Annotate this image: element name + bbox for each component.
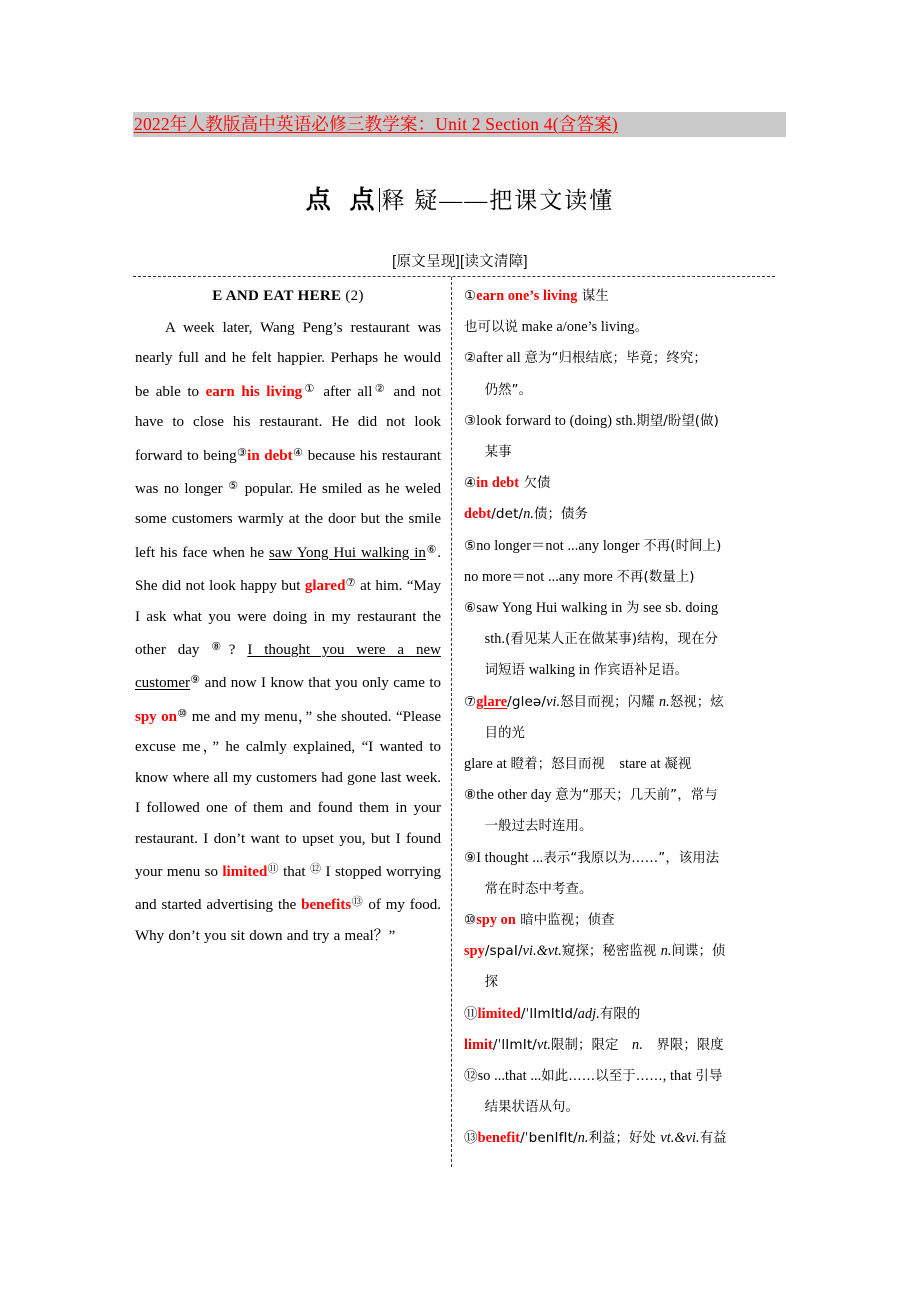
section-heading xyxy=(0,180,920,216)
note-marker: ⑧ xyxy=(211,640,229,654)
passage-column xyxy=(133,277,451,1167)
note-phonetic: /gleə/ xyxy=(507,693,547,710)
note-text: walking in xyxy=(525,662,594,679)
passage-text: me and my menu，” she shouted. “Please excuse me，” he calmly explained, “I wanted to know where all my customers had gone last week. I followed one of them and found them in your restaurant. I don’t want to upset you, but I found your menu so xyxy=(135,708,441,880)
note-line xyxy=(464,749,773,780)
reading-table xyxy=(133,276,775,1167)
note-text: after all xyxy=(476,350,525,367)
note-chinese-text: 意为“归根结底；毕竟；终究； xyxy=(524,351,707,367)
passage-text: and not have to close his restaurant. He did not look forward to being xyxy=(135,383,441,464)
note-chinese-text: 作宾语补足语。 xyxy=(593,663,689,679)
note-chinese-text: 瞪着；怒目而视 xyxy=(510,757,606,773)
note-number-icon: ④ xyxy=(464,475,477,492)
note-line xyxy=(464,406,773,437)
note-marker: ⑥ xyxy=(425,542,438,556)
note-chinese-text: 间谍；侦 xyxy=(671,944,726,960)
note-text: make a/one’s living xyxy=(517,319,635,336)
note-marker: ⑬ xyxy=(351,895,364,909)
notes-column xyxy=(452,277,775,1167)
note-line xyxy=(464,936,773,967)
note-text: look forward to (doing) sth. xyxy=(476,412,637,429)
note-keyword: spy on xyxy=(476,912,516,929)
note-line xyxy=(464,593,773,624)
note-part-of-speech: n. xyxy=(632,1036,643,1053)
section-heading-rest: 释 疑——把课文读懂 xyxy=(381,188,615,213)
passage-title-number: (2) xyxy=(345,288,364,304)
passage-title xyxy=(135,281,441,311)
note-chinese-text: 引导 xyxy=(695,1069,723,1085)
note-chinese-text: 有限的 xyxy=(599,1006,641,1022)
note-text: no more＝not ...any more xyxy=(464,568,617,585)
note-marker: ③ xyxy=(236,445,248,459)
note-chinese-text: 为 xyxy=(626,601,640,617)
note-part-of-speech: vi.&vt. xyxy=(522,943,562,960)
note-keyword: debt xyxy=(464,506,492,523)
note-chinese-text: 期望/盼望(做) xyxy=(636,413,719,429)
note-text: so ...that ... xyxy=(477,1068,542,1085)
note-chinese-text: 谋生 xyxy=(577,289,609,304)
note-marker: ④ xyxy=(292,445,304,459)
note-chinese-text: 凝视 xyxy=(664,757,692,773)
passage-keyword: benefits xyxy=(301,897,352,914)
note-text: saw Yong Hui walking in xyxy=(476,600,627,617)
passage-text: I stopped worrying and started advertising the xyxy=(135,863,441,914)
passage-text: ? xyxy=(228,642,248,659)
note-chinese-text: 目的光 xyxy=(484,725,526,741)
passage-text: because his restaurant was no longer xyxy=(135,447,441,498)
passage-keyword: limited xyxy=(222,863,268,880)
note-line xyxy=(464,437,773,468)
note-marker: ⑦ xyxy=(345,576,356,590)
passage-text: of my food. Why don’t you sit down and try a meal？” xyxy=(135,897,441,944)
note-number-icon: ① xyxy=(464,288,477,304)
note-chinese-text: 常在时态中考查。 xyxy=(484,881,593,897)
note-marker: ⑤ xyxy=(228,479,240,493)
note-number-icon: ⑪ xyxy=(464,1005,478,1022)
passage-keyword: glared xyxy=(304,578,346,595)
note-line xyxy=(464,780,773,811)
note-chinese-text: 怒视；炫 xyxy=(669,694,724,710)
note-line xyxy=(464,905,773,936)
note-line xyxy=(464,343,773,374)
passage-keyword: in debt xyxy=(247,447,293,464)
note-chinese-text: 仍然”。 xyxy=(484,382,533,398)
note-line xyxy=(464,655,773,686)
note-number-icon: ② xyxy=(464,350,477,367)
note-chinese-text: 怒目而视；闪耀 xyxy=(560,694,659,710)
note-chinese-text: 。 xyxy=(634,320,649,336)
note-text: glare at xyxy=(464,756,511,773)
note-phonetic: /det/ xyxy=(491,506,524,523)
note-line xyxy=(464,1030,773,1061)
passage-text: after all xyxy=(316,383,373,400)
note-line xyxy=(464,843,773,874)
column-labels: [原文呈现][读文清障] xyxy=(392,254,528,270)
note-marker: ⑩ xyxy=(177,706,188,720)
note-text: no longer＝not ...any longer xyxy=(476,537,644,554)
note-chinese-text: 暗中监视；侦查 xyxy=(515,913,615,929)
note-text: sth. xyxy=(484,631,506,648)
note-text: I thought ... xyxy=(476,849,544,866)
note-chinese-text: 某事 xyxy=(484,445,512,461)
note-chinese-text: 一般过去时连用。 xyxy=(484,819,593,835)
note-chinese-text: 限制；限定 xyxy=(551,1037,632,1053)
note-line xyxy=(464,874,773,905)
note-line xyxy=(464,999,773,1030)
document-title-bar xyxy=(133,112,786,137)
passage-keyword: spy on xyxy=(135,708,177,725)
note-line xyxy=(464,718,773,749)
passage-text: popular. He smiled as he weled some customers warmly at the door but the smile left his face when he xyxy=(135,481,441,561)
passage-body xyxy=(135,313,441,951)
note-part-of-speech: n. xyxy=(523,506,535,523)
note-line xyxy=(464,281,773,312)
note-chinese-text: 不再(时间上) xyxy=(643,538,722,554)
note-part-of-speech: vi. xyxy=(546,693,561,710)
passage-text: that xyxy=(278,863,310,880)
note-line xyxy=(464,531,773,562)
note-chinese-text: 如此……以至于…… xyxy=(541,1069,663,1085)
note-number-icon: ⑧ xyxy=(464,787,477,804)
note-line xyxy=(464,624,773,655)
note-phonetic: /spaI/ xyxy=(484,943,523,960)
note-phonetic: /ˈbenIfIt/ xyxy=(520,1130,578,1147)
note-marker: ① xyxy=(302,381,317,395)
note-marker: ⑪ xyxy=(267,861,279,875)
page-title: 2022年人教版高中英语必修三教学案：Unit 2 Section 4(含答案) xyxy=(133,112,786,137)
note-phonetic: /ˈlImItId/ xyxy=(520,1005,578,1022)
note-number-icon: ⑬ xyxy=(464,1130,478,1147)
note-part-of-speech: n. xyxy=(660,943,672,960)
note-chinese-text: 也可以说 xyxy=(464,320,518,336)
note-text: , that xyxy=(662,1068,696,1085)
passage-text: and now I know that you only came to xyxy=(200,675,441,692)
note-line xyxy=(464,1061,773,1092)
passage-text: . She did not look happy but xyxy=(135,544,441,595)
note-line xyxy=(464,687,773,718)
note-line xyxy=(464,375,773,406)
note-number-icon: ⑤ xyxy=(464,537,477,554)
note-part-of-speech: vt.&vi. xyxy=(660,1130,700,1147)
note-keyword: glare xyxy=(476,693,508,710)
passage-text: at him. “May I ask what you were doing in my restaurant the other day xyxy=(135,578,441,659)
section-heading-bold: 点 点 xyxy=(305,185,380,214)
note-marker: ② xyxy=(372,381,387,395)
note-phonetic: /ˈlImIt/ xyxy=(492,1036,537,1053)
note-line xyxy=(464,499,773,530)
note-keyword: spy xyxy=(464,943,485,960)
note-chinese-text: 欠债 xyxy=(519,476,551,492)
note-keyword: benefit xyxy=(477,1130,521,1147)
note-chinese-text: 利益；好处 xyxy=(588,1131,661,1147)
note-chinese-text: 窥探；秘密监视 xyxy=(561,944,661,960)
note-text: the other day xyxy=(476,787,556,804)
note-part-of-speech: adj. xyxy=(577,1005,600,1022)
note-marker: ⑫ xyxy=(309,861,322,875)
passage-keyword: earn his living xyxy=(205,383,303,400)
note-number-icon: ⑥ xyxy=(464,600,477,617)
passage-title-main: E AND EAT HERE xyxy=(212,288,342,304)
note-part-of-speech: vt. xyxy=(536,1036,552,1053)
note-chinese-text: 探 xyxy=(484,975,499,991)
note-chinese-text: 界限；限度 xyxy=(642,1037,724,1053)
note-line xyxy=(464,468,773,499)
note-part-of-speech: n. xyxy=(658,693,670,710)
note-keyword: limit xyxy=(464,1036,493,1053)
note-part-of-speech: n. xyxy=(577,1130,589,1147)
note-chinese-text: (看见某人正在做某事)结构，现在分 xyxy=(505,632,719,648)
passage-underlined-phrase: saw Yong Hui walking in xyxy=(268,544,426,561)
note-number-icon: ⑦ xyxy=(464,693,477,710)
note-marker: ⑨ xyxy=(189,673,201,687)
note-keyword: in debt xyxy=(476,475,520,492)
note-line xyxy=(464,1123,773,1154)
note-line xyxy=(464,967,773,998)
note-chinese-text: 结果状语从句。 xyxy=(484,1100,580,1116)
note-chinese-text: 意为“那天；几天前”，常与 xyxy=(555,788,718,804)
note-chinese-text: 债；债务 xyxy=(534,507,588,523)
note-number-icon: ③ xyxy=(464,412,477,429)
note-number-icon: ⑫ xyxy=(464,1068,478,1085)
note-line xyxy=(464,312,773,343)
note-number-icon: ⑨ xyxy=(464,849,477,866)
passage-text: A week later, Wang Peng’s restaurant was nearly full and he felt happier. Perhaps he would be able to xyxy=(135,320,441,400)
note-chinese-text: 词短语 xyxy=(484,663,526,679)
note-line xyxy=(464,1092,773,1123)
note-chinese-text: 不再(数量上) xyxy=(616,569,695,585)
note-text: see sb. doing xyxy=(639,600,719,617)
note-line xyxy=(464,811,773,842)
note-keyword: limited xyxy=(477,1005,521,1022)
note-text: stare at xyxy=(605,756,665,773)
passage-underlined-phrase: I thought you were a new customer xyxy=(135,642,441,692)
note-line xyxy=(464,562,773,593)
note-number-icon: ⑩ xyxy=(464,912,477,929)
note-chinese-text: 有益 xyxy=(699,1131,727,1147)
note-keyword: earn one’s living xyxy=(476,288,578,304)
note-chinese-text: 表示“我原以为……”，该用法 xyxy=(543,850,720,866)
